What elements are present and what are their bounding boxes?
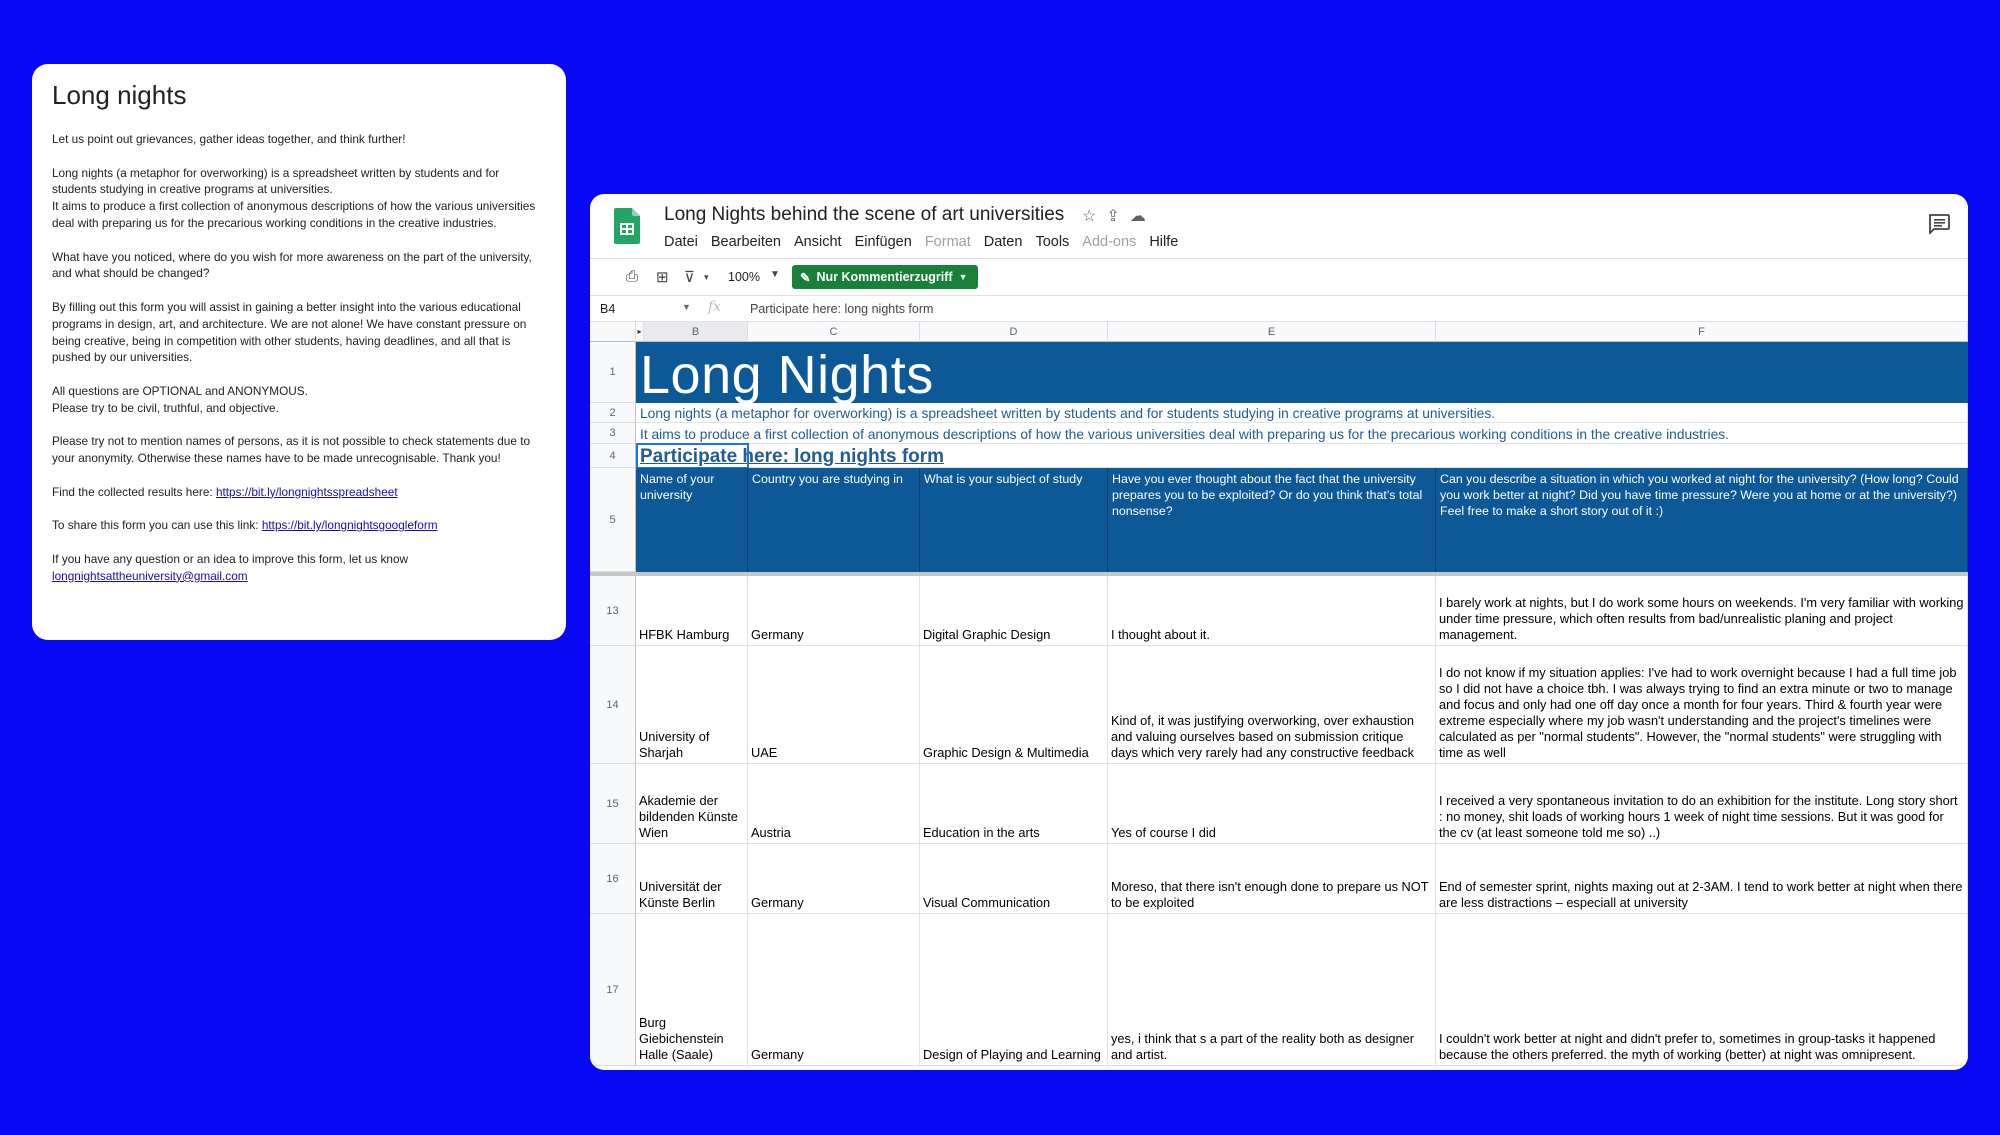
table-cell[interactable] xyxy=(748,844,920,914)
table-cell[interactable] xyxy=(636,914,748,1066)
table-cell[interactable] xyxy=(748,764,920,844)
row-header-1[interactable]: 1 xyxy=(590,342,636,403)
table-cell[interactable] xyxy=(1108,764,1436,844)
row-header-3[interactable]: 3 xyxy=(590,423,636,444)
row-header-5[interactable]: 5 xyxy=(590,468,636,572)
menu-format[interactable]: Format xyxy=(924,234,971,250)
menu-einfuegen[interactable]: Einfügen xyxy=(854,234,912,250)
table-cell[interactable] xyxy=(920,764,1108,844)
table-cell[interactable] xyxy=(636,844,748,914)
spreadsheet-window xyxy=(590,194,1968,1070)
form-description xyxy=(52,131,546,585)
sheets-header xyxy=(590,194,1968,258)
table-cell[interactable] xyxy=(1108,576,1436,646)
share-label: To share this form you can use this link: xyxy=(52,518,262,533)
menu-tools[interactable]: Tools xyxy=(1035,234,1070,250)
table-cell[interactable] xyxy=(920,576,1108,646)
sheet-grid xyxy=(590,322,1968,1070)
toolbar xyxy=(590,258,1968,296)
menu-datei[interactable]: Datei xyxy=(664,234,698,250)
sheet-banner-title: Long Nights xyxy=(640,345,934,405)
form-paragraph-contact xyxy=(52,551,546,585)
cell-university: HFBK Hamburg xyxy=(639,627,730,642)
table-cell[interactable] xyxy=(748,646,920,764)
cell-university: University of Sharjah xyxy=(639,729,710,760)
filter-icon[interactable]: ⊽ xyxy=(684,269,695,286)
cell-exploited-answer: Kind of, it was justifying overworking, over exhaustion and valuing ourselves based on submission critique days which very rarely had any constructive feedback xyxy=(1111,713,1415,760)
cell-night-work-answer: End of semester sprint, nights maxing out at 2-3AM. I tend to work better at night when there are less distractions – especiall at university xyxy=(1439,879,1963,910)
title-icons xyxy=(1082,206,1146,226)
header-university[interactable]: Name of your university xyxy=(636,468,748,572)
cell-exploited-answer: I thought about it. xyxy=(1111,627,1210,642)
table-cell[interactable] xyxy=(1108,844,1436,914)
row-header-4[interactable]: 4 xyxy=(590,444,636,468)
cell-subject: Design of Playing and Learning xyxy=(923,1047,1101,1062)
table-cell[interactable] xyxy=(1436,576,1968,646)
cell-university: Universität der Künste Berlin xyxy=(639,879,722,910)
menu-add-ons[interactable]: Add-ons xyxy=(1082,234,1137,250)
formula-bar xyxy=(590,296,1968,322)
column-header-c[interactable]: C xyxy=(748,322,920,342)
table-cell[interactable] xyxy=(920,646,1108,764)
table-cell[interactable] xyxy=(1108,914,1436,1066)
cell-subject: Graphic Design & Multimedia xyxy=(923,745,1089,760)
menu-bar xyxy=(664,234,1191,250)
cell-country: Germany xyxy=(751,627,804,642)
form-aim-text: It aims to produce a first collection of anonymous descriptions of how the various universities deal with preparing us for the precarious working conditions in the creative industries. xyxy=(52,199,536,230)
comment-only-access-button[interactable] xyxy=(792,265,978,289)
menu-bearbeiten[interactable]: Bearbeiten xyxy=(710,234,781,250)
cell-subject: Visual Communication xyxy=(923,895,1051,910)
cell-exploited-answer: yes, i think that s a part of the reality both as designer and artist. xyxy=(1111,1031,1415,1062)
table-cell[interactable] xyxy=(636,764,748,844)
print-icon[interactable]: ⎙ xyxy=(626,268,639,285)
table-cell[interactable] xyxy=(1436,646,1968,764)
table-cell[interactable] xyxy=(920,844,1108,914)
row-header-16[interactable]: 16 xyxy=(590,844,636,914)
chevron-down-icon: ▼ xyxy=(958,272,968,282)
cell-subject: Digital Graphic Design xyxy=(923,627,1051,642)
move-to-drive-icon[interactable]: ⇪ xyxy=(1106,208,1120,225)
form-paragraph-questions: What have you noticed, where do you wish for more awareness on the part of the university, and what should be changed? xyxy=(52,249,532,281)
form-paragraph-share xyxy=(52,517,546,534)
table-cell[interactable] xyxy=(1436,764,1968,844)
selected-cell-b4[interactable] xyxy=(636,443,749,469)
column-header-b[interactable]: B xyxy=(644,322,748,342)
menu-ansicht[interactable]: Ansicht xyxy=(794,234,842,250)
comment-history-icon[interactable] xyxy=(1928,214,1950,234)
cloud-status-icon[interactable]: ☁ xyxy=(1129,208,1146,225)
table-cell[interactable] xyxy=(1108,646,1436,764)
form-paragraph-about xyxy=(52,165,546,232)
cell-night-work-answer: I do not know if my situation applies: I've had to work overnight because I had a full time job so I did not have a choice tbh. I was always trying to find an extra minute or two to manage and focus and only had one off day once a month for four years. Third & fourth year were extreme especially where my job wasn't understanding and the project's timelines were calculated as per "normal students". However, the "normal students" were struggling with time as well xyxy=(1439,665,1957,760)
header-country[interactable]: Country you are studying in xyxy=(748,468,920,572)
cell-subject: Education in the arts xyxy=(923,825,1040,840)
cell-night-work-answer: I barely work at nights, but I do work some hours on weekends. I'm very familiar with working under time pressure, which often results from bad/unrealistic planing and project management. xyxy=(1439,595,1964,642)
cell-exploited-answer: Yes of course I did xyxy=(1111,825,1216,840)
results-link[interactable]: https://bit.ly/longnightsspreadsheet xyxy=(215,484,398,499)
formula-input[interactable]: Participate here: long nights form xyxy=(750,302,934,316)
name-box-chevron-down-icon[interactable]: ▼ xyxy=(682,302,691,312)
results-label: Find the collected results here: xyxy=(52,484,216,499)
cell-night-work-answer: I received a very spontaneous invitation to do an exhibition for the institute. Long story short : no money, shit loads of working hours 1 week of night time sessions. But it was good for the cv (at least someone told me so) ..) xyxy=(1439,793,1958,840)
cell-country: Austria xyxy=(751,825,791,840)
table-cell[interactable] xyxy=(1436,844,1968,914)
form-about-text: Long nights (a metaphor for overworking) is a spreadsheet written by students and for students studying in creative programs at universities. xyxy=(52,165,500,197)
form-title: Long nights xyxy=(52,80,187,110)
cell-night-work-answer: I couldn't work better at night and didn't prefer to, sometimes in group-tasks it happened because the others preferred. the myth of working (better) at night was omnipresent. xyxy=(1439,1031,1936,1062)
cell-exploited-answer: Moreso, that there isn't enough done to prepare us NOT to be exploited xyxy=(1111,879,1429,910)
filter-dropdown-icon[interactable]: ▾ xyxy=(704,272,709,282)
header-exploited-question[interactable]: Have you ever thought about the fact that the university prepares you to be exploited? Or do you think that's total nonsense? xyxy=(1108,468,1436,572)
form-paragraph-names: Please try not to mention names of persons, as it is not possible to check statements due to your anonymity. Otherwise these names have to be made unrecognisable. Thank you! xyxy=(52,434,531,466)
zoom-select[interactable]: 100% xyxy=(728,270,760,284)
form-description-card xyxy=(32,64,566,640)
table-cell[interactable] xyxy=(1436,914,1968,1066)
share-link[interactable]: https://bit.ly/longnightsgoogleform xyxy=(261,518,438,533)
table-cell[interactable] xyxy=(748,914,920,1066)
contact-label: If you have any question or an idea to improve this form, let us know xyxy=(52,551,409,566)
cell-country: Germany xyxy=(751,895,804,910)
table-cell[interactable] xyxy=(748,576,920,646)
table-cell[interactable] xyxy=(920,914,1108,1066)
edit-icon: ✎ xyxy=(800,270,811,285)
column-header-f[interactable]: F xyxy=(1436,322,1968,342)
row-2-text: Long nights (a metaphor for overworking) is a spreadsheet written by students and for students studying in creative programs at universities. xyxy=(640,406,1496,421)
form-optional-text: All questions are OPTIONAL and ANONYMOUS. xyxy=(52,383,308,398)
row-header-2[interactable]: 2 xyxy=(590,403,636,423)
menu-hilfe[interactable]: Hilfe xyxy=(1149,234,1179,250)
cell-university: Burg Giebichenstein Halle (Saale) xyxy=(639,1015,724,1062)
hidden-column-a-arrow-icon[interactable]: ▸ xyxy=(636,322,644,342)
row-header-17[interactable]: 17 xyxy=(590,914,636,1066)
participate-link[interactable]: Participate here: long nights form xyxy=(640,446,945,467)
form-intro: Let us point out grievances, gather ideas together, and think further! xyxy=(52,132,406,146)
row-header-14[interactable]: 14 xyxy=(590,646,636,764)
form-paragraph-results xyxy=(52,484,546,501)
table-cell[interactable] xyxy=(636,646,748,764)
add-comment-icon[interactable]: ⊞ xyxy=(656,269,669,286)
form-civil-text: Please try to be civil, truthful, and objective. xyxy=(52,400,279,415)
table-cell[interactable] xyxy=(636,576,748,646)
column-header-e[interactable]: E xyxy=(1108,322,1436,342)
header-night-work-question[interactable]: Can you describe a situation in which you worked at night for the university? (How long? Could you work better at night? Did you have time pressure? Were you at home or at the university?) Feel free to make a short story out of it :) xyxy=(1436,468,1968,572)
row-header-15[interactable]: 15 xyxy=(590,764,636,844)
cell-country: Germany xyxy=(751,1047,804,1062)
zoom-chevron-down-icon[interactable]: ▼ xyxy=(770,269,780,280)
form-paragraph-optional xyxy=(52,383,546,417)
cell-university: Akademie der bildenden Künste Wien xyxy=(639,793,738,840)
select-all-corner[interactable] xyxy=(590,322,636,342)
row-3-text: It aims to produce a first collection of anonymous descriptions of how the various universities deal with preparing us for the precarious working conditions in the creative industries. xyxy=(640,427,1729,442)
star-icon[interactable]: ☆ xyxy=(1082,208,1097,225)
function-icon: fx xyxy=(708,299,722,315)
menu-daten[interactable]: Daten xyxy=(983,234,1023,250)
sheets-logo-icon[interactable] xyxy=(614,208,640,244)
header-subject[interactable]: What is your subject of study xyxy=(920,468,1108,572)
access-button-label: Nur Kommentierzugriff xyxy=(816,270,953,284)
cell-country: UAE xyxy=(751,745,778,760)
form-paragraph-insight: By filling out this form you will assist in gaining a better insight into the various educational programs in design, art, and architecture. We are not alone! We have constant pressure on being creative, being in competition with other students, having deadlines, and all that is pushed by our universities. xyxy=(52,299,527,365)
row-header-13[interactable]: 13 xyxy=(590,576,636,646)
document-title[interactable]: Long Nights behind the scene of art universities xyxy=(664,204,1065,225)
contact-email-link[interactable]: longnightsattheuniversity@gmail.com xyxy=(52,568,248,583)
column-header-d[interactable]: D xyxy=(920,322,1108,342)
name-box[interactable]: B4 xyxy=(600,302,616,316)
